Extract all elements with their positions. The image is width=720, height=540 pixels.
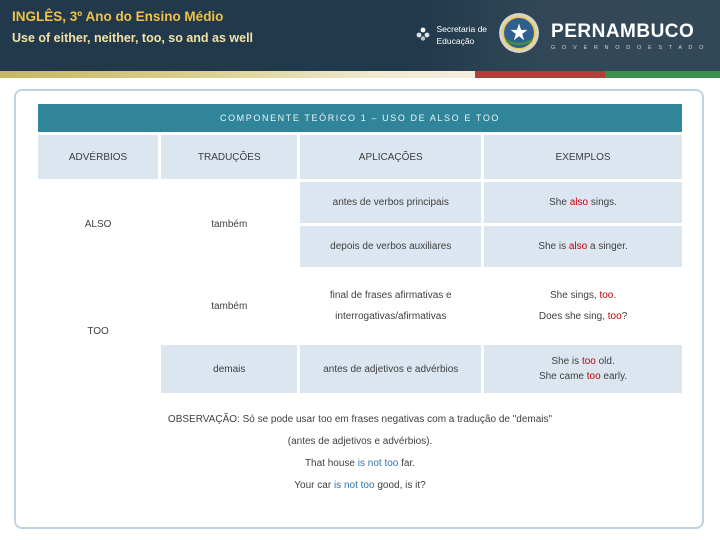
cell-also-example-2: She is also a singer. (484, 226, 682, 267)
col-header-adverbios: ADVÉRBIOS (38, 135, 158, 179)
observation-block (38, 414, 682, 502)
lesson-subtitle: Use of either, neither, too, so and as well (12, 31, 254, 45)
also-too-table (35, 132, 685, 396)
col-header-aplicacoes: APLICAÇÕES (300, 135, 481, 179)
header-titles (12, 9, 253, 45)
table-header-row (38, 135, 682, 179)
cell-too-application-2: antes de adjetivos e advérbios (300, 345, 481, 393)
observation-example-2: Your car is not too good, is it? (294, 480, 426, 491)
cell-too-adverb: TOO (38, 270, 158, 393)
cell-also-application-1: antes de verbos principais (300, 182, 481, 223)
observation-line-1: OBSERVAÇÃO: Só se pode usar too em frases negativas com a tradução de "demais" (167, 414, 553, 425)
lesson-title: INGLÊS, 3º Ano do Ensino Médio (12, 9, 224, 24)
table-title-bar: COMPONENTE TEÓRICO 1 – USO DE ALSO E TOO (38, 104, 682, 132)
cell-also-application-2: depois de verbos auxiliares (300, 226, 481, 267)
cell-too-example-2: She is too old. She came too early. (484, 345, 682, 393)
cell-also-example-1: She also sings. (484, 182, 682, 223)
cell-too-application-1: final de frases afirmativas e interrogativas/afirmativas (300, 270, 481, 342)
content-table-area (38, 104, 682, 396)
col-header-exemplos: EXEMPLOS (484, 135, 682, 179)
header-bar (0, 0, 720, 71)
observation-line-2: (antes de adjetivos e advérbios). (287, 436, 433, 447)
coat-of-arms-icon (498, 12, 540, 59)
cell-also-translation: também (161, 182, 297, 267)
cell-too-translation-2: demais (161, 345, 297, 393)
secretaria-logo (415, 24, 487, 46)
header-accent-stripe (0, 71, 720, 78)
secretaria-logo-icon (415, 26, 431, 45)
cell-too-example-1: She sings, too. Does she sing, too? (484, 270, 682, 342)
table-row (38, 270, 682, 342)
col-header-traducoes: TRADUÇÕES (161, 135, 297, 179)
table-row (38, 182, 682, 223)
cell-also-adverb: ALSO (38, 182, 158, 267)
secretaria-logo-text: Secretaria de Educação (436, 24, 488, 46)
observation-example-1: That house is not too far. (304, 458, 416, 469)
header-brand-area (415, 0, 720, 71)
cell-too-translation-1: também (161, 270, 297, 342)
state-logo (551, 21, 706, 51)
state-name: PERNAMBUCO (551, 20, 695, 42)
state-government-label: G O V E R N O D O E S T A D O (551, 44, 706, 51)
